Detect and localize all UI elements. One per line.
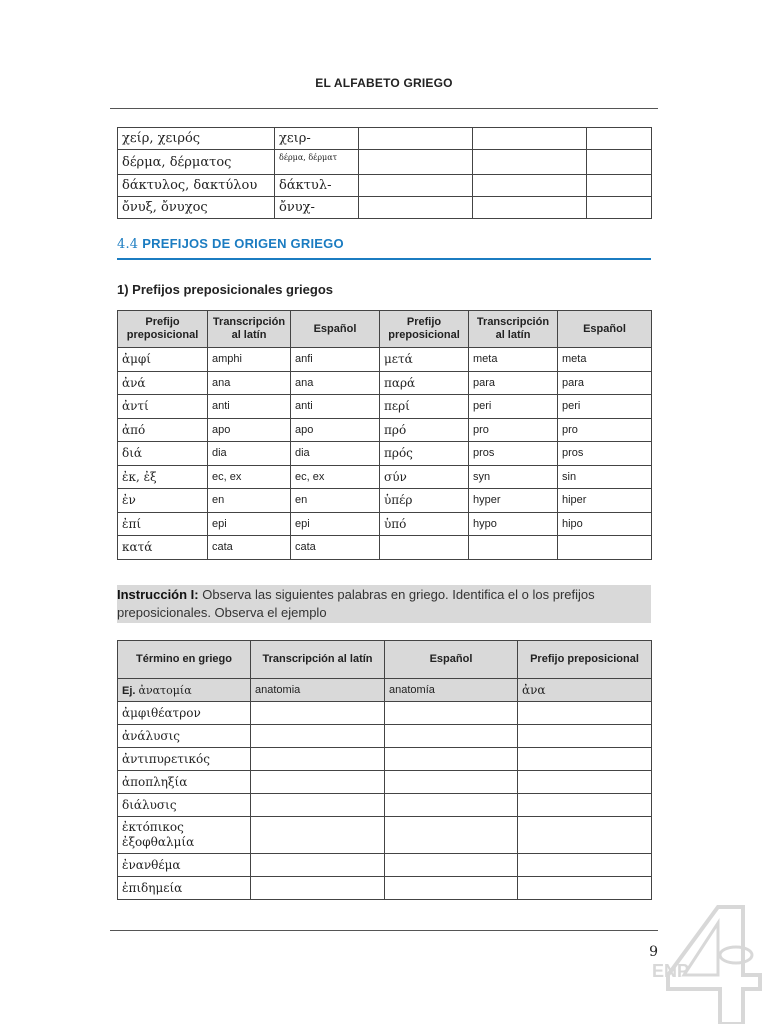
latin-answer-cell[interactable] xyxy=(251,771,385,794)
header-divider xyxy=(110,108,658,109)
table-cell: χείρ, χειρός xyxy=(118,128,275,150)
table-cell: dia xyxy=(208,442,291,466)
table-row xyxy=(118,395,652,419)
enp-logo-icon xyxy=(648,905,768,1024)
table-row xyxy=(118,418,652,442)
table-row xyxy=(118,702,652,725)
table-cell: hypo xyxy=(469,512,558,536)
spanish-answer-cell[interactable] xyxy=(385,771,518,794)
table-cell: δάκτυλ- xyxy=(275,175,359,197)
prefix-table xyxy=(117,310,652,560)
table-cell: σύν xyxy=(380,465,469,489)
spanish-answer-cell[interactable] xyxy=(385,854,518,877)
table-cell xyxy=(359,128,473,150)
table-cell: cata xyxy=(291,536,380,560)
table-cell: syn xyxy=(469,465,558,489)
table-cell: παρά xyxy=(380,371,469,395)
table-cell: en xyxy=(291,489,380,513)
instruction-body: Observa las siguientes palabras en griego. Identifica el o los prefijos preposicionales. Observa el ejemplo xyxy=(117,587,595,620)
table-cell xyxy=(587,197,652,219)
latin-answer-cell[interactable] xyxy=(251,702,385,725)
term-cell: ἀμφιθέατρον xyxy=(118,702,251,725)
table-cell xyxy=(473,128,587,150)
latin-answer-cell[interactable] xyxy=(251,817,385,854)
table-cell: διά xyxy=(118,442,208,466)
exercise-table xyxy=(117,640,652,900)
table-cell xyxy=(473,150,587,175)
table-cell: meta xyxy=(558,348,652,372)
table-cell: hipo xyxy=(558,512,652,536)
prefix-answer-cell[interactable] xyxy=(518,794,652,817)
latin-answer-cell[interactable] xyxy=(251,748,385,771)
table-cell xyxy=(359,150,473,175)
prefix-answer-cell[interactable] xyxy=(518,817,652,854)
table-cell: χειρ- xyxy=(275,128,359,150)
section-number: 4.4 xyxy=(117,237,139,252)
term-cell: ἐνανθέμα xyxy=(118,854,251,877)
column-header: Español xyxy=(385,641,518,679)
table-cell: μετά xyxy=(380,348,469,372)
table-cell: ὄνυχ- xyxy=(275,197,359,219)
table-cell: δέρμα, δέρματ xyxy=(275,150,359,175)
term-cell: ἀνάλυσις xyxy=(118,725,251,748)
table-row xyxy=(118,748,652,771)
table-cell xyxy=(587,128,652,150)
table-cell: πρό xyxy=(380,418,469,442)
table-cell xyxy=(469,536,558,560)
table-row xyxy=(118,128,652,150)
table-cell: ἐπί xyxy=(118,512,208,536)
table-row xyxy=(118,512,652,536)
prefix-answer-cell[interactable] xyxy=(518,771,652,794)
table-cell: anti xyxy=(291,395,380,419)
example-label: Ej. xyxy=(122,684,136,697)
table-cell: ἐν xyxy=(118,489,208,513)
table-cell: sin xyxy=(558,465,652,489)
prefix-answer-cell[interactable] xyxy=(518,877,652,900)
table-cell: ὄνυξ, ὄνυχος xyxy=(118,197,275,219)
table-cell xyxy=(473,197,587,219)
term-cell: ἐκτόπικος ἐξοφθαλμία xyxy=(118,817,251,854)
table-row xyxy=(118,854,652,877)
table-cell: anfi xyxy=(291,348,380,372)
term-cell: ἀποπληξία xyxy=(118,771,251,794)
table-cell: pros xyxy=(558,442,652,466)
table-cell: peri xyxy=(558,395,652,419)
table-row xyxy=(118,371,652,395)
table-cell: en xyxy=(208,489,291,513)
table-cell: cata xyxy=(208,536,291,560)
table-cell: ἀντί xyxy=(118,395,208,419)
spanish-answer-cell[interactable] xyxy=(385,748,518,771)
column-header: Español xyxy=(558,311,652,348)
table-cell: ἀνά xyxy=(118,371,208,395)
table-cell: meta xyxy=(469,348,558,372)
section-title: PREFIJOS DE ORIGEN GRIEGO xyxy=(142,236,344,251)
column-header: Prefijo preposicional xyxy=(380,311,469,348)
table-cell: pro xyxy=(558,418,652,442)
table-cell: ec, ex xyxy=(291,465,380,489)
table-cell: pros xyxy=(469,442,558,466)
latin-answer-cell[interactable] xyxy=(251,794,385,817)
table-row xyxy=(118,771,652,794)
prefix-answer-cell[interactable] xyxy=(518,725,652,748)
table-cell xyxy=(587,175,652,197)
table-cell: περί xyxy=(380,395,469,419)
word-roots-table xyxy=(117,127,652,219)
spanish-answer-cell[interactable] xyxy=(385,817,518,854)
table-cell: ana xyxy=(208,371,291,395)
table-cell: pro xyxy=(469,418,558,442)
latin-answer-cell[interactable] xyxy=(251,725,385,748)
table-row xyxy=(118,197,652,219)
latin-answer-cell[interactable] xyxy=(251,854,385,877)
example-prefix: ἀνα xyxy=(518,679,652,702)
spanish-answer-cell[interactable] xyxy=(385,725,518,748)
footer-divider xyxy=(110,930,658,931)
example-term: ἀνατομία xyxy=(138,683,192,697)
table-row xyxy=(118,489,652,513)
table-row xyxy=(118,465,652,489)
table-cell: ἀπό xyxy=(118,418,208,442)
column-header: Transcripción al latín xyxy=(469,311,558,348)
table-cell: ana xyxy=(291,371,380,395)
table-cell xyxy=(359,197,473,219)
term-cell: ἀντιπυρετικός xyxy=(118,748,251,771)
column-header: Transcripción al latín xyxy=(208,311,291,348)
table-row xyxy=(118,348,652,372)
table-row xyxy=(118,442,652,466)
table-cell: κατά xyxy=(118,536,208,560)
prefix-answer-cell[interactable] xyxy=(518,702,652,725)
table-header-row xyxy=(118,311,652,348)
table-cell: ὑπό xyxy=(380,512,469,536)
table-header-row xyxy=(118,641,652,679)
table-row xyxy=(118,725,652,748)
table-cell: peri xyxy=(469,395,558,419)
table-row xyxy=(118,536,652,560)
table-cell: δέρμα, δέρματος xyxy=(118,150,275,175)
column-header: Español xyxy=(291,311,380,348)
page-number: 9 xyxy=(649,944,658,960)
prefix-answer-cell[interactable] xyxy=(518,748,652,771)
column-header: Término en griego xyxy=(118,641,251,679)
column-header: Prefijo preposicional xyxy=(518,641,652,679)
logo-text: ENP xyxy=(652,961,690,981)
table-cell: amphi xyxy=(208,348,291,372)
table-cell: para xyxy=(558,371,652,395)
table-cell: anti xyxy=(208,395,291,419)
term-cell: διάλυσις xyxy=(118,794,251,817)
table-cell: epi xyxy=(208,512,291,536)
table-cell: ec, ex xyxy=(208,465,291,489)
spanish-answer-cell[interactable] xyxy=(385,794,518,817)
example-term-cell xyxy=(118,679,251,702)
table-cell: πρός xyxy=(380,442,469,466)
latin-answer-cell[interactable] xyxy=(251,877,385,900)
table-cell: ἐκ, ἐξ xyxy=(118,465,208,489)
table-cell: hiper xyxy=(558,489,652,513)
table-cell: dia xyxy=(291,442,380,466)
table-cell: δάκτυλος, δακτύλου xyxy=(118,175,275,197)
term-cell: ἐπιδημεία xyxy=(118,877,251,900)
column-header: Transcripción al latín xyxy=(251,641,385,679)
prefix-answer-cell[interactable] xyxy=(518,854,652,877)
table-cell xyxy=(558,536,652,560)
spanish-answer-cell[interactable] xyxy=(385,877,518,900)
page-header-title: EL ALFABETO GRIEGO xyxy=(315,76,453,90)
table-cell xyxy=(587,150,652,175)
subsection-heading: 1) Prefijos preposicionales griegos xyxy=(117,282,334,297)
example-spanish: anatomía xyxy=(385,679,518,702)
table-cell: apo xyxy=(208,418,291,442)
table-cell xyxy=(380,536,469,560)
table-row xyxy=(118,817,652,854)
table-cell: hyper xyxy=(469,489,558,513)
spanish-answer-cell[interactable] xyxy=(385,702,518,725)
column-header: Prefijo preposicional xyxy=(118,311,208,348)
example-latin: anatomia xyxy=(251,679,385,702)
table-row xyxy=(118,150,652,175)
section-heading xyxy=(117,236,344,252)
table-cell xyxy=(359,175,473,197)
table-cell: ἀμφί xyxy=(118,348,208,372)
table-row xyxy=(118,877,652,900)
section-divider xyxy=(117,258,651,260)
table-row xyxy=(118,175,652,197)
table-cell xyxy=(473,175,587,197)
table-cell: apo xyxy=(291,418,380,442)
table-cell: ὑπέρ xyxy=(380,489,469,513)
instruction-text xyxy=(117,585,651,623)
table-row xyxy=(118,794,652,817)
table-cell: epi xyxy=(291,512,380,536)
table-cell: para xyxy=(469,371,558,395)
example-row xyxy=(118,679,652,702)
instruction-label: Instrucción I: xyxy=(117,587,199,602)
